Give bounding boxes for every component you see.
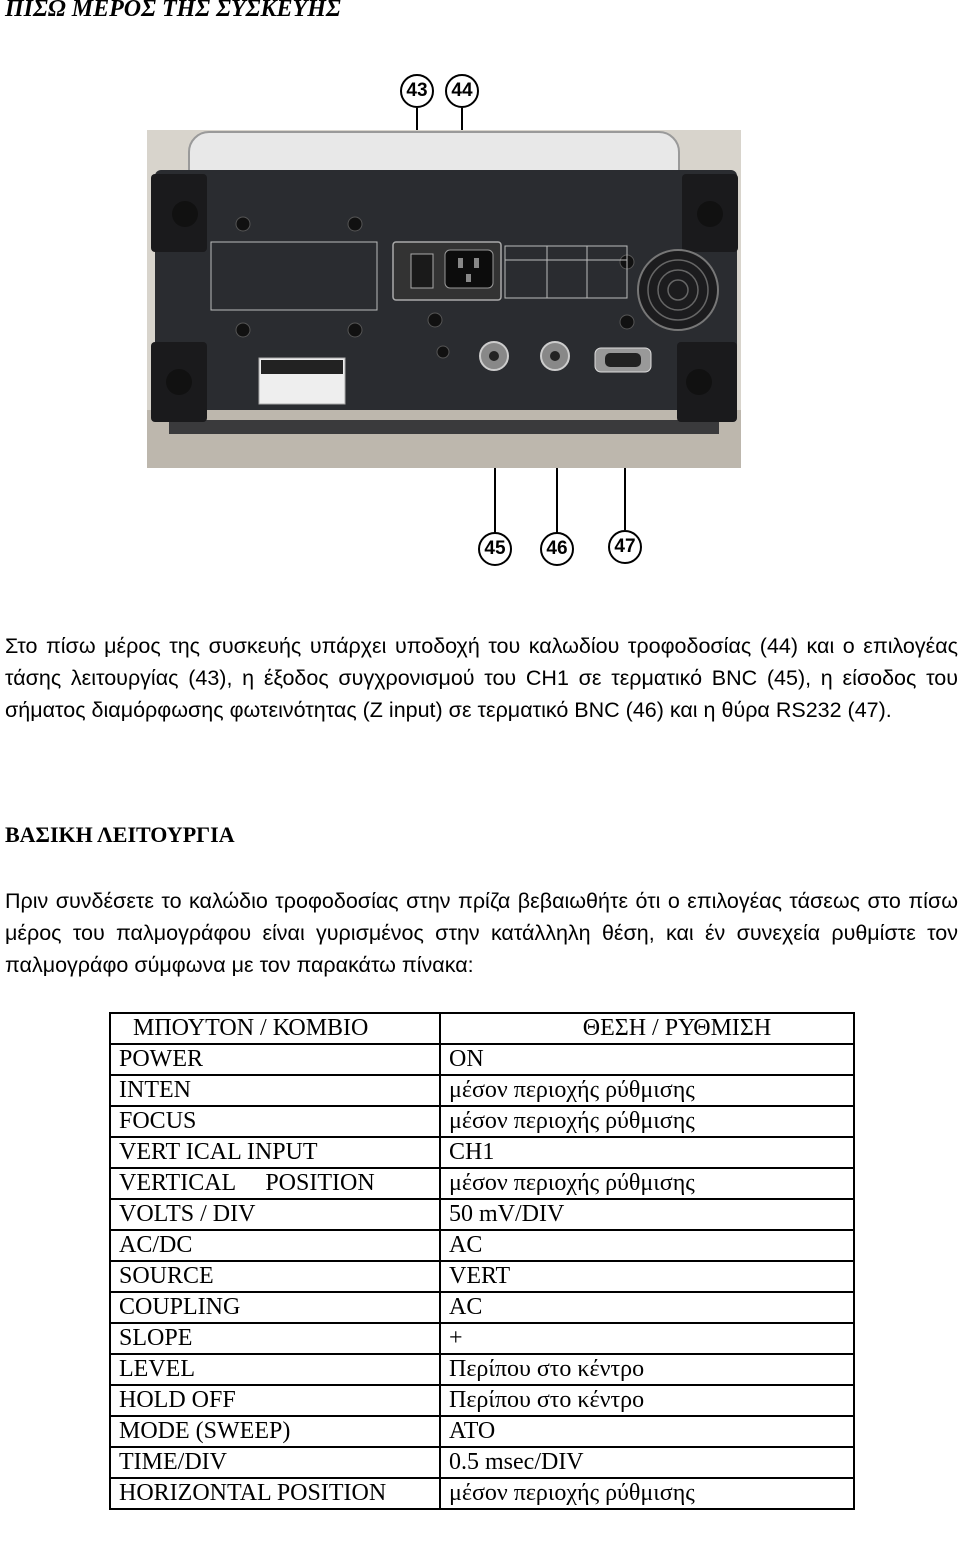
table-row [110, 1478, 854, 1509]
setting-cell: CH1 [440, 1137, 854, 1168]
callout-45: 45 [478, 532, 512, 566]
table-row [110, 1416, 854, 1447]
table-header-row [110, 1013, 854, 1044]
control-cell: HOLD OFF [110, 1385, 440, 1416]
control-cell: LEVEL [110, 1354, 440, 1385]
setting-cell: ON [440, 1044, 854, 1075]
control-cell: FOCUS [110, 1106, 440, 1137]
rear-panel-photo [147, 130, 741, 468]
table-row [110, 1106, 854, 1137]
setting-cell: μέσον περιοχής ρύθμισης [440, 1075, 854, 1106]
setting-cell: VERT [440, 1261, 854, 1292]
control-cell: MODE (SWEEP) [110, 1416, 440, 1447]
callout-43: 43 [400, 74, 434, 108]
table-header-control: ΜΠΟΥΤΟΝ / ΚΟΜΒΙΟ [110, 1013, 440, 1044]
table-row [110, 1354, 854, 1385]
setting-cell: AC [440, 1292, 854, 1323]
table-row [110, 1168, 854, 1199]
table-body [110, 1044, 854, 1509]
setting-cell: + [440, 1323, 854, 1354]
section-paragraph: Πριν συνδέσετε το καλώδιο τροφοδοσίας στην πρίζα βεβαιωθήτε ότι ο επιλογέας τάσεως στο πίσω μέρος του παλμογράφου είναι γυρισμένος στην κατάλληλη θέση, και έν συνεχεία ρυθμίστε τον παλμογράφο σύμφωνα με τον παρακάτω πίνακα: [5, 889, 958, 977]
control-cell: INTEN [110, 1075, 440, 1106]
setting-cell: AC [440, 1230, 854, 1261]
section-title: ΒΑΣΙΚΗ ΛΕΙΤΟΥΡΓΙΑ [5, 822, 235, 847]
callout-44: 44 [445, 74, 479, 108]
table-row [110, 1385, 854, 1416]
table-row [110, 1447, 854, 1478]
control-cell: AC/DC [110, 1230, 440, 1261]
setting-cell: μέσον περιοχής ρύθμισης [440, 1478, 854, 1509]
control-cell: VERT ICAL INPUT [110, 1137, 440, 1168]
table-row [110, 1261, 854, 1292]
callout-47: 47 [608, 530, 642, 564]
setting-cell: 0.5 msec/DIV [440, 1447, 854, 1478]
setting-cell: μέσον περιοχής ρύθμισης [440, 1168, 854, 1199]
page-title: ΠΙΣΩ ΜΕΡΟΣ ΤΗΣ ΣΥΣΚΕΥΗΣ [5, 0, 341, 22]
control-cell: COUPLING [110, 1292, 440, 1323]
control-cell: POWER [110, 1044, 440, 1075]
table-row [110, 1075, 854, 1106]
table-row [110, 1199, 854, 1230]
control-cell: SOURCE [110, 1261, 440, 1292]
setting-cell: Περίπου στο κέντρο [440, 1385, 854, 1416]
setting-cell: Περίπου στο κέντρο [440, 1354, 854, 1385]
setting-cell: ΑΤΟ [440, 1416, 854, 1447]
control-cell: VOLTS / DIV [110, 1199, 440, 1230]
control-cell: HORIZONTAL POSITION [110, 1478, 440, 1509]
callout-46: 46 [540, 532, 574, 566]
table-row [110, 1044, 854, 1075]
intro-paragraph: Στο πίσω μέρος της συσκευής υπάρχει υποδοχή του καλωδίου τροφοδοσίας (44) και ο επιλογέας τάσης λειτουργίας (43), η έξοδος συγχρονισμού του CH1 σε τερματικό BNC (45), η είσοδος του σήματος διαμόρφωσης φωτεινότητας (Z input) σε τερματικό BNC (46) και η θύρα RS232 (47). [5, 634, 958, 722]
table-row [110, 1323, 854, 1354]
control-cell: TIME/DIV [110, 1447, 440, 1478]
table-row [110, 1137, 854, 1168]
settings-table [109, 1012, 855, 1510]
setting-cell: μέσον περιοχής ρύθμισης [440, 1106, 854, 1137]
table-header-setting: ΘΕΣΗ / ΡΥΘΜΙΣΗ [440, 1013, 854, 1044]
control-cell: SLOPE [110, 1323, 440, 1354]
setting-cell: 50 mV/DIV [440, 1199, 854, 1230]
control-cell: VERTICAL POSITION [110, 1168, 440, 1199]
rear-panel-drawing [147, 130, 741, 468]
rear-panel-figure [0, 60, 960, 580]
table-row [110, 1230, 854, 1261]
table-row [110, 1292, 854, 1323]
